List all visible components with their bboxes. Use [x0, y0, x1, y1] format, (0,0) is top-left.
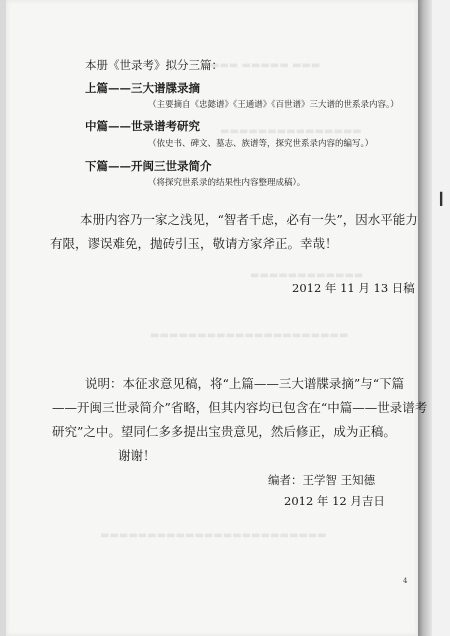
- bleed-through-text: ▬▬▬▬▬▬▬▬▬▬▬▬▬▬▬▬▬▬▬▬▬▬▬▬: [100, 530, 327, 541]
- bleed-through-text: ▬▬▬▬▬▬▬▬▬▬▬▬▬▬▬: [220, 126, 362, 137]
- section-note-middle: （依史书、碑文、墓志、族谱等，探究世系录内容的编写。）: [148, 139, 374, 149]
- paragraph2-line2: ——开闽三世录简介”省略，但其内容均已包含在“中篇——世录谱考: [52, 400, 428, 415]
- section-title-upper: 上篇——三大谱牒录摘: [85, 81, 200, 95]
- paragraph2-line3: 研究”之中。望同仁多多提出宝贵意见，然后修正，成为正稿。: [52, 424, 396, 439]
- section-note-upper: （主要摘自《忠懿谱》《王通谱》《百世谱》三大谱的世系录内容。）: [148, 100, 399, 110]
- paragraph1-line2: 有限，谬误难免，抛砖引玉，敬请方家斧正。幸哉！: [50, 236, 338, 251]
- bleed-through-text: ▬▬▬▬▬▬▬▬▬▬▬▬: [250, 270, 364, 281]
- editors-line: 编者：王学智 王知德: [268, 473, 376, 487]
- paragraph2-line1: 说明：本征求意见稿，将“上篇——三大谱牒录摘”与“下篇: [85, 376, 405, 391]
- intro-line: 本册《世录考》拟分三篇：: [85, 58, 223, 72]
- page-edge-shadow: [418, 0, 432, 636]
- date-final: 2012 年 12 月吉日: [284, 494, 385, 508]
- bleed-through-text: ▬▬▬ ▬▬▬▬▬ ▬▬▬: [210, 60, 321, 71]
- paragraph1-line1: 本册内容乃一家之浅见，“智者千虑，必有一失”，因水平能力: [80, 212, 418, 227]
- page-number: 4: [403, 577, 408, 585]
- next-page-edge: [432, 0, 450, 636]
- section-title-middle: 中篇——世录谱考研究: [85, 119, 200, 133]
- thanks-text: 谢谢！: [118, 448, 156, 463]
- page-tab-mark: ▎: [440, 192, 450, 206]
- section-title-lower: 下篇——开闽三世录简介: [85, 159, 212, 173]
- section-note-lower: （将探究世系录的结果性内容整理成稿）。: [148, 178, 306, 188]
- date-draft: 2012 年 11 月 13 日稿: [292, 281, 415, 295]
- bleed-through-text: ▬▬▬▬▬▬▬▬▬▬▬▬▬▬▬▬▬▬▬▬▬: [150, 330, 349, 341]
